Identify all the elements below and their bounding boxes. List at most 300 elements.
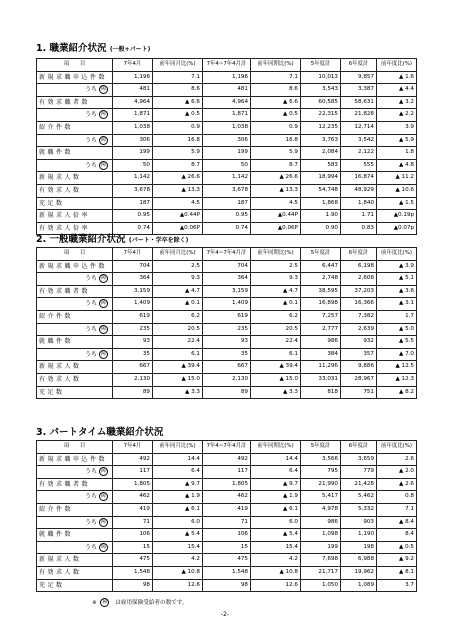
column-header: 前年同期比(%) xyxy=(251,59,301,72)
column-header: 前年同期比(%) xyxy=(251,441,301,454)
row-label xyxy=(37,529,113,542)
row-label-text: うち xyxy=(84,468,97,476)
table-cell: 357 xyxy=(341,348,377,361)
table-cell: 22.4 xyxy=(251,336,301,349)
row-label-text: うち xyxy=(84,300,97,308)
table-cell: 4,964 xyxy=(113,96,153,109)
table-cell: 1,409 xyxy=(203,298,251,311)
table-row xyxy=(37,503,417,516)
column-header: 前年度比(%) xyxy=(377,248,417,261)
table-cell: 2,777 xyxy=(301,323,341,336)
column-header: 項 目 xyxy=(37,441,113,454)
table-cell: 5,417 xyxy=(301,491,341,504)
table-cell: 2,130 xyxy=(203,373,251,386)
row-label xyxy=(37,260,113,273)
table-cell: 3,659 xyxy=(341,453,377,466)
table-cell: 8.4 xyxy=(377,529,417,542)
table-cell: ▲ 8.2 xyxy=(377,386,417,399)
table-cell: 50 xyxy=(113,159,153,172)
table-cell: ▲ 4.7 xyxy=(153,285,203,298)
row-label-text: 充足数 xyxy=(39,388,65,396)
table-cell: 11,296 xyxy=(301,361,341,374)
table-cell: 3,763 xyxy=(301,134,341,147)
table-cell: ▲ 9.7 xyxy=(251,478,301,491)
table-cell: 6.1 xyxy=(153,348,203,361)
row-label-text: 新規求人数 xyxy=(39,174,82,182)
table-cell: 7.1 xyxy=(251,71,301,84)
row-label-text: 新規求人数 xyxy=(39,556,82,564)
table-cell: ▲ 39.4 xyxy=(251,361,301,374)
table-row xyxy=(37,147,417,160)
table-cell: ▲ 8.4 xyxy=(377,516,417,529)
table-cell: 15.4 xyxy=(153,541,203,554)
table-cell: 1,840 xyxy=(341,197,377,210)
table-cell: ▲ 7.0 xyxy=(377,348,417,361)
table-cell: ▲ 1.6 xyxy=(377,71,417,84)
table-cell: ▲ 4.8 xyxy=(377,159,417,172)
table-cell: 15 xyxy=(203,541,251,554)
table-row xyxy=(37,121,417,134)
table-cell: 2,130 xyxy=(113,373,153,386)
table-row xyxy=(37,466,417,479)
table-cell: 384 xyxy=(301,348,341,361)
insured-mark: 障 xyxy=(100,111,106,118)
table-cell: 14.4 xyxy=(251,453,301,466)
row-label xyxy=(37,121,113,134)
table-row xyxy=(37,184,417,197)
insured-mark: 障 xyxy=(100,543,106,550)
table-cell: 1.8 xyxy=(377,147,417,160)
table-row xyxy=(37,529,417,542)
table-row xyxy=(37,516,417,529)
column-header: 項 目 xyxy=(37,248,113,261)
table-cell: 306 xyxy=(113,134,153,147)
table-cell: 751 xyxy=(341,386,377,399)
row-label-text: 有効求人数 xyxy=(39,186,82,194)
column-header: 前年同月比(%) xyxy=(153,59,203,72)
table-cell: 6.4 xyxy=(153,466,203,479)
row-label-text: うち xyxy=(84,543,97,551)
table-row xyxy=(37,159,417,172)
table-cell: 7,698 xyxy=(301,554,341,567)
table-cell: 35 xyxy=(113,348,153,361)
table-cell: 0.74 xyxy=(113,222,153,235)
table-cell: 667 xyxy=(113,361,153,374)
table-cell: ▲ 8.1 xyxy=(377,566,417,579)
table-cell: 8.6 xyxy=(153,84,203,97)
table-cell: ▲0.07p xyxy=(377,222,417,235)
row-label-text: 新規求人数 xyxy=(39,363,82,371)
table-cell: 106 xyxy=(203,529,251,542)
insured-mark: 障 xyxy=(100,86,106,93)
row-label xyxy=(37,298,113,311)
row-label-text: うち xyxy=(84,518,97,526)
table-cell: 2,608 xyxy=(341,273,377,286)
table-cell: 235 xyxy=(203,323,251,336)
table-row xyxy=(37,134,417,147)
insured-mark: 障 xyxy=(100,493,106,500)
table-cell: 481 xyxy=(113,84,153,97)
row-label xyxy=(37,310,113,323)
footnote xyxy=(92,598,188,607)
table-cell: 462 xyxy=(203,491,251,504)
row-label-text: 充足数 xyxy=(39,199,65,207)
section-1-heading: 1. 職業紹介状況 xyxy=(36,43,107,54)
table-cell: 93 xyxy=(203,336,251,349)
table-row xyxy=(37,478,417,491)
table-cell: 667 xyxy=(203,361,251,374)
row-label-text: 有効求職者数 xyxy=(39,480,91,488)
table-cell: ▲ 12.5 xyxy=(377,361,417,374)
row-label-text: うち xyxy=(84,136,97,144)
table-cell: 12,235 xyxy=(301,121,341,134)
section-2-table xyxy=(36,247,417,399)
row-label-text: 新規求職申込件数 xyxy=(39,455,108,463)
row-label-text: 新規求人倍率 xyxy=(39,212,91,220)
row-label-text: 紹介件数 xyxy=(39,505,74,513)
row-label-text: 有効求職者数 xyxy=(39,98,91,106)
table-cell: 16,366 xyxy=(341,298,377,311)
insured-mark: 障 xyxy=(100,275,106,282)
row-label xyxy=(37,134,113,147)
table-cell: 3,159 xyxy=(113,285,153,298)
table-cell: 818 xyxy=(301,386,341,399)
row-label xyxy=(37,71,113,84)
table-cell: 0.9 xyxy=(251,121,301,134)
row-label-text: 紹介件数 xyxy=(39,312,74,320)
table-cell: 6,447 xyxy=(301,260,341,273)
table-row xyxy=(37,285,417,298)
table-cell: ▲ 1.5 xyxy=(377,197,417,210)
table-cell: 3,678 xyxy=(203,184,251,197)
table-cell: 2.5 xyxy=(153,260,203,273)
table-cell: 9,857 xyxy=(341,71,377,84)
column-header: 6年度計 xyxy=(341,248,377,261)
table-cell: 98 xyxy=(203,579,251,592)
table-cell: ▲ 26.6 xyxy=(153,172,203,185)
table-cell: 89 xyxy=(203,386,251,399)
table-cell: 16,898 xyxy=(301,298,341,311)
row-label-text: 有効求人倍率 xyxy=(39,224,91,232)
column-header: 5年度計 xyxy=(301,441,341,454)
table-cell: ▲ 1.9 xyxy=(153,491,203,504)
table-cell: 492 xyxy=(203,453,251,466)
table-cell: 0.9 xyxy=(153,121,203,134)
table-cell: 3,566 xyxy=(301,453,341,466)
table-cell: ▲ 0.1 xyxy=(251,298,301,311)
table-cell: 50 xyxy=(203,159,251,172)
table-cell: 364 xyxy=(203,273,251,286)
table-cell: 1,548 xyxy=(113,566,153,579)
table-cell: 54,748 xyxy=(301,184,341,197)
table-cell: 0.83 xyxy=(341,222,377,235)
column-header: 項 目 xyxy=(37,59,113,72)
table-cell: 198 xyxy=(341,541,377,554)
table-cell: 1,038 xyxy=(203,121,251,134)
table-cell: 1,805 xyxy=(203,478,251,491)
column-header: 7年4月 xyxy=(113,248,153,261)
table-cell: 6.0 xyxy=(153,516,203,529)
table-cell: 419 xyxy=(113,503,153,516)
row-label-text: 有効求人数 xyxy=(39,375,82,383)
table-cell: 3,387 xyxy=(341,84,377,97)
section-3-heading: 3. パートタイム職業紹介状況 xyxy=(36,427,164,438)
table-cell: ▲ 15.0 xyxy=(251,373,301,386)
table-cell: 3,678 xyxy=(113,184,153,197)
row-label xyxy=(37,159,113,172)
table-header-row xyxy=(37,248,417,261)
table-cell: ▲ 2.2 xyxy=(377,109,417,122)
row-label-text: 就職件数 xyxy=(39,149,74,157)
table-cell: 15 xyxy=(113,541,153,554)
table-cell: 481 xyxy=(203,84,251,97)
table-cell: 21,990 xyxy=(301,478,341,491)
table-cell: ▲ 10.8 xyxy=(153,566,203,579)
row-label-text: うち xyxy=(84,111,97,119)
row-label-text: 就職件数 xyxy=(39,338,74,346)
table-cell: 235 xyxy=(113,323,153,336)
table-cell: 21,828 xyxy=(341,109,377,122)
insured-mark: 障 xyxy=(100,136,106,143)
table-cell: ▲ 5.9 xyxy=(377,134,417,147)
table-row xyxy=(37,197,417,210)
table-cell: ▲ 6.6 xyxy=(251,96,301,109)
table-cell: ▲ 0.1 xyxy=(153,298,203,311)
table-cell: 15.4 xyxy=(251,541,301,554)
section-2-heading: 2. 一般職業紹介状況 xyxy=(36,234,126,245)
table-cell: ▲ 13.3 xyxy=(251,184,301,197)
table-cell: 3.9 xyxy=(377,121,417,134)
table-cell: 199 xyxy=(203,147,251,160)
table-cell: 8.7 xyxy=(153,159,203,172)
insured-mark: 障 xyxy=(100,300,106,307)
column-header: 7年4~7年4月計 xyxy=(203,59,251,72)
table-cell: 3.7 xyxy=(377,579,417,592)
row-label xyxy=(37,184,113,197)
table-cell: 12.6 xyxy=(153,579,203,592)
table-row xyxy=(37,96,417,109)
row-label xyxy=(37,348,113,361)
table-cell: ▲ 1.9 xyxy=(251,491,301,504)
table-cell: ▲ 0.5 xyxy=(251,109,301,122)
table-cell: 1,050 xyxy=(301,579,341,592)
table-cell: 7,382 xyxy=(341,310,377,323)
table-cell: 1,142 xyxy=(113,172,153,185)
table-cell: 71 xyxy=(113,516,153,529)
table-row xyxy=(37,84,417,97)
table-cell: 1,805 xyxy=(113,478,153,491)
table-cell: 3,159 xyxy=(203,285,251,298)
table-cell: 58,631 xyxy=(341,96,377,109)
row-label xyxy=(37,323,113,336)
table-cell: 475 xyxy=(113,554,153,567)
table-row xyxy=(37,273,417,286)
row-label xyxy=(37,566,113,579)
section-2-subtitle: (パート・学卒を除く) xyxy=(128,237,189,244)
footnote-prefix: ※ xyxy=(92,600,97,606)
table-row xyxy=(37,323,417,336)
table-header-row xyxy=(37,59,417,72)
table-row xyxy=(37,453,417,466)
footnote-text: は雇用保険受給者の数です。 xyxy=(115,600,188,606)
table-cell: ▲ 39.4 xyxy=(153,361,203,374)
table-cell: ▲ 5.4 xyxy=(251,529,301,542)
row-label xyxy=(37,373,113,386)
table-cell: 1,190 xyxy=(341,529,377,542)
column-header: 6年度計 xyxy=(341,441,377,454)
table-row xyxy=(37,373,417,386)
table-cell: 1,089 xyxy=(341,579,377,592)
row-label xyxy=(37,516,113,529)
row-label xyxy=(37,197,113,210)
row-label xyxy=(37,453,113,466)
row-label xyxy=(37,466,113,479)
table-cell: 35 xyxy=(203,348,251,361)
table-row xyxy=(37,541,417,554)
table-cell: 419 xyxy=(203,503,251,516)
table-cell: ▲0.44P xyxy=(251,210,301,223)
table-cell: 7.1 xyxy=(153,71,203,84)
table-cell: 71 xyxy=(203,516,251,529)
table-cell: 106 xyxy=(113,529,153,542)
table-cell: ▲ 6.1 xyxy=(153,503,203,516)
table-cell: 4,978 xyxy=(301,503,341,516)
table-row xyxy=(37,348,417,361)
table-cell: 3,543 xyxy=(301,84,341,97)
table-cell: 12,714 xyxy=(341,121,377,134)
table-row xyxy=(37,109,417,122)
table-cell: 16,874 xyxy=(341,172,377,185)
table-cell: 98 xyxy=(113,579,153,592)
column-header: 前年度比(%) xyxy=(377,59,417,72)
table-cell: ▲ 9.2 xyxy=(377,554,417,567)
table-cell: 779 xyxy=(341,466,377,479)
table-cell: 1,871 xyxy=(203,109,251,122)
table-cell: ▲ 13.3 xyxy=(153,184,203,197)
row-label xyxy=(37,84,113,97)
table-cell: 2,084 xyxy=(301,147,341,160)
table-row xyxy=(37,71,417,84)
table-cell: ▲ 15.0 xyxy=(153,373,203,386)
table-cell: ▲ 11.2 xyxy=(377,172,417,185)
table-cell: 5,462 xyxy=(341,491,377,504)
table-row xyxy=(37,210,417,223)
row-label xyxy=(37,503,113,516)
table-cell: 6.2 xyxy=(153,310,203,323)
table-cell: 16.8 xyxy=(251,134,301,147)
section-2-title xyxy=(36,231,188,245)
table-cell: 7.1 xyxy=(377,503,417,516)
row-label-text: うち xyxy=(84,86,97,94)
section-1-title xyxy=(36,40,150,54)
row-label xyxy=(37,579,113,592)
table-cell: 1.90 xyxy=(301,210,341,223)
footnote-mark: 障 xyxy=(102,599,108,605)
table-cell: 1,142 xyxy=(203,172,251,185)
table-cell: ▲0.06P xyxy=(153,222,203,235)
table-cell: 462 xyxy=(113,491,153,504)
section-3-table xyxy=(36,440,417,592)
table-cell: 60,585 xyxy=(301,96,341,109)
row-label-text: うち xyxy=(84,161,97,169)
table-cell: 1,098 xyxy=(301,529,341,542)
table-cell: 306 xyxy=(203,134,251,147)
insured-mark: 障 xyxy=(100,468,106,475)
row-label-text: 就職件数 xyxy=(39,531,74,539)
table-cell: 795 xyxy=(301,466,341,479)
table-cell: 9.3 xyxy=(251,273,301,286)
table-cell: 6,988 xyxy=(341,554,377,567)
table-cell: 0.95 xyxy=(113,210,153,223)
table-cell: ▲ 3.3 xyxy=(153,386,203,399)
table-cell: 1,038 xyxy=(113,121,153,134)
column-header: 前年度比(%) xyxy=(377,441,417,454)
table-cell: 187 xyxy=(203,197,251,210)
table-cell: 2,639 xyxy=(341,323,377,336)
section-1-table xyxy=(36,58,417,235)
table-cell: 475 xyxy=(203,554,251,567)
column-header: 5年度計 xyxy=(301,59,341,72)
table-cell: 4.5 xyxy=(251,197,301,210)
table-cell: ▲ 3.1 xyxy=(377,298,417,311)
table-cell: ▲ 10.8 xyxy=(251,566,301,579)
table-cell: ▲ 6.1 xyxy=(251,503,301,516)
table-cell: 932 xyxy=(341,336,377,349)
column-header: 7年4~7年4月計 xyxy=(203,248,251,261)
table-cell: 28,967 xyxy=(341,373,377,386)
table-row xyxy=(37,260,417,273)
table-cell: 5.9 xyxy=(251,147,301,160)
row-label xyxy=(37,491,113,504)
table-cell: 2,122 xyxy=(341,147,377,160)
table-cell: 492 xyxy=(113,453,153,466)
table-cell: ▲ 5.0 xyxy=(377,323,417,336)
table-cell: 20.5 xyxy=(153,323,203,336)
table-row xyxy=(37,298,417,311)
table-cell: 9.3 xyxy=(153,273,203,286)
table-cell: ▲ 2.6 xyxy=(377,478,417,491)
row-label xyxy=(37,478,113,491)
row-label-text: うち xyxy=(84,275,97,283)
table-row xyxy=(37,310,417,323)
row-label xyxy=(37,109,113,122)
table-cell: 10,013 xyxy=(301,71,341,84)
table-cell: 6,198 xyxy=(341,260,377,273)
table-row xyxy=(37,361,417,374)
table-row xyxy=(37,336,417,349)
table-cell: 1,871 xyxy=(113,109,153,122)
table-cell: ▲ 4.4 xyxy=(377,84,417,97)
row-label xyxy=(37,210,113,223)
table-cell: 704 xyxy=(113,260,153,273)
row-label-text: うち xyxy=(84,493,97,501)
table-cell: ▲ 5.5 xyxy=(377,336,417,349)
table-cell: 704 xyxy=(203,260,251,273)
table-cell: 7,257 xyxy=(301,310,341,323)
table-cell: 6.0 xyxy=(251,516,301,529)
table-cell: 903 xyxy=(341,516,377,529)
table-cell: 555 xyxy=(341,159,377,172)
row-label xyxy=(37,273,113,286)
table-row xyxy=(37,554,417,567)
table-cell: 33,031 xyxy=(301,373,341,386)
insured-mark: 障 xyxy=(100,161,106,168)
table-cell: 2,748 xyxy=(301,273,341,286)
table-cell: 1,196 xyxy=(203,71,251,84)
table-cell: 6.4 xyxy=(251,466,301,479)
table-cell: ▲0.06P xyxy=(251,222,301,235)
table-cell: 20.5 xyxy=(251,323,301,336)
